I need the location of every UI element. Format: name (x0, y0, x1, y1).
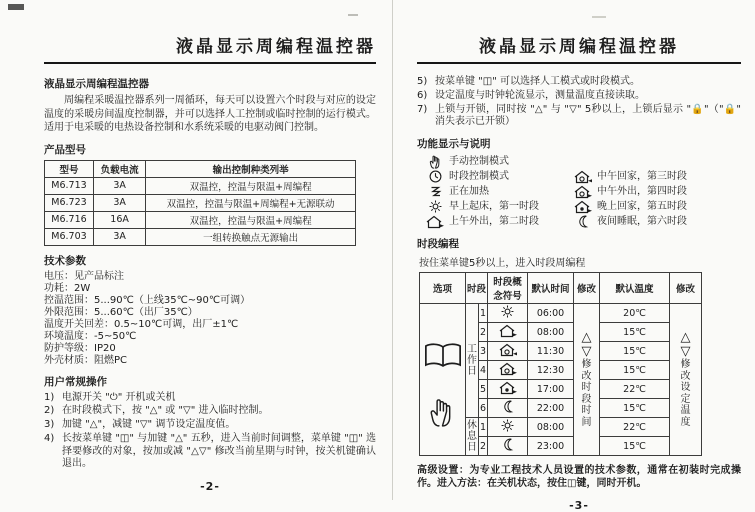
product-row (45, 228, 356, 245)
modify-label-char: 改 (581, 370, 592, 382)
day-group-char: 日 (467, 366, 477, 378)
modify-label-char: 修 (581, 359, 592, 371)
default-temp-cell: 22℃ (600, 380, 670, 399)
model-cell: M6.723 (45, 194, 94, 211)
legend-item (427, 199, 575, 214)
book-icon (421, 342, 464, 369)
operation-list (44, 392, 376, 472)
period-number-cell: 1 (479, 418, 488, 437)
moon-icon (503, 443, 513, 454)
prog-col-header: 选项 (420, 273, 466, 304)
product-col-header: 型号 (45, 160, 94, 177)
legend-item (575, 169, 741, 184)
product-row (45, 211, 356, 228)
programming-note: 按住菜单键5秒以上，进入时段周编程 (419, 258, 586, 270)
sun-icon (501, 310, 514, 321)
prog-col-header: 修改 (670, 273, 702, 304)
legend-text: 时段控制模式 (449, 171, 509, 183)
day-group-cell (466, 304, 479, 418)
day-group-char: 休 (467, 420, 477, 432)
legend-text: 上午外出，第二时段 (449, 216, 539, 228)
scan-speck (348, 14, 358, 16)
advanced-settings-note: 高级设置：为专业工程技术人员设置的技术参数，通常在初装时完成操作。进入方法：在关机状态，按住◫键，同时开机。 (417, 465, 741, 490)
period-symbol-cell (488, 361, 528, 380)
period-symbol-cell (488, 399, 528, 418)
legend-text: 夜间睡眠，第六时段 (597, 216, 687, 228)
spec-line: 温度开关回差：0.5~10℃可调，出厂±1℃ (44, 318, 239, 330)
operation-list-continued (417, 76, 741, 129)
numbered-item (44, 405, 376, 418)
numbered-item (44, 392, 376, 405)
period-number-cell: 5 (479, 380, 488, 399)
item-text: 上锁与开锁，同时按 "△" 与 "▽" 5秒以上，上锁后显示 "🔒"（"🔒" 消失表示已开锁） (435, 103, 741, 128)
output-type-cell: 一组转换触点无源输出 (146, 228, 356, 245)
moon-icon (575, 215, 591, 228)
prog-col-header: 默认温度 (600, 273, 670, 304)
period-number-cell: 1 (479, 304, 488, 323)
day-group-label (467, 344, 477, 377)
default-temp-cell: 15℃ (600, 361, 670, 380)
section-heading-operations: 用户常规操作 (44, 375, 107, 388)
spec-line: 防护等级：IP20 (44, 342, 116, 354)
hand-manual-icon (427, 154, 443, 169)
product-model-table (44, 160, 356, 246)
day-group-char: 息 (467, 431, 477, 443)
section-heading-models: 产品型号 (44, 143, 86, 156)
default-time-cell: 08:00 (528, 418, 574, 437)
spec-line: 电压：见产品标注 (44, 270, 124, 282)
program-row (420, 304, 702, 323)
day-group-label (467, 420, 477, 453)
sun-icon (501, 424, 514, 435)
modify-label-char: 时 (581, 405, 592, 417)
function-legend (417, 154, 741, 229)
legend-text: 中午回家，第三时段 (597, 171, 687, 183)
spec-line: 外限范围：5...60℃（出厂35℃） (44, 306, 198, 318)
modify-label-char: 修 (680, 359, 691, 371)
spec-line: 功耗：2W (44, 282, 91, 294)
legend-text: 早上起床，第一时段 (449, 201, 539, 213)
legend-text: 正在加热 (449, 186, 489, 198)
item-number: 2) (44, 405, 55, 417)
legend-item (427, 214, 575, 229)
item-number: 7) (417, 103, 428, 115)
house-out-icon (427, 215, 443, 229)
legend-item (575, 214, 741, 229)
house-evening-icon (575, 200, 591, 214)
scan-speck (592, 16, 606, 18)
period-symbol-cell (488, 437, 528, 456)
prog-col-header: 时段 (466, 273, 488, 304)
legend-item (427, 154, 575, 169)
default-time-cell: 12:30 (528, 361, 574, 380)
model-cell: M6.716 (45, 211, 94, 228)
period-symbol-cell (488, 323, 528, 342)
spec-line: 外壳材质：阻燃PC (44, 354, 128, 366)
default-temp-cell: 15℃ (600, 342, 670, 361)
output-type-cell: 双温控，控温与限温+周编程 (146, 177, 356, 194)
item-text: 按菜单键 "◫" 可以选择人工模式或时段模式。 (435, 76, 641, 87)
page-title: 液晶显示周编程温控器 (417, 32, 741, 64)
modify-label-char: 改 (680, 370, 691, 382)
house-noon-home-icon (498, 349, 518, 360)
default-temp-cell: 15℃ (600, 437, 670, 456)
current-cell: 16A (94, 211, 146, 228)
default-time-cell: 23:00 (528, 437, 574, 456)
hand-point-icon (421, 395, 464, 428)
legend-item (575, 199, 741, 214)
item-text: 长按菜单键 "◫" 与加键 "△" 五秒，进入当前时间调整，菜单键 "◫" 选择要修改的对象，按加或减 "△▽" 修改当前星期与时钟，按关机键确认退出。 (62, 432, 376, 470)
default-time-cell: 06:00 (528, 304, 574, 323)
house-noon-out-icon (575, 185, 591, 199)
item-number: 6) (417, 89, 428, 101)
house-noon-out-icon (498, 368, 518, 379)
section-heading-specs: 技术参数 (44, 254, 86, 267)
manual-page-3 (392, 0, 755, 512)
default-temp-cell: 15℃ (600, 399, 670, 418)
tech-spec-list (44, 271, 376, 367)
item-text: 设定温度与时钟轮流显示，测量温度直接读取。 (435, 89, 645, 101)
period-symbol-cell (488, 304, 528, 323)
prog-col-header: 默认时间 (528, 273, 574, 304)
house-evening-icon (498, 387, 518, 398)
model-cell: M6.713 (45, 177, 94, 194)
output-type-cell: 双温控，控温与限温+周编程 (146, 211, 356, 228)
item-number: 5) (417, 76, 428, 87)
item-text: 加键 "△"，减键 "▽" 调节设定温度值。 (62, 419, 236, 431)
spec-line: 控温范围：5...90℃（上线35℃~90℃可调） (44, 294, 251, 306)
product-col-header: 负载电流 (94, 160, 146, 177)
period-symbol-cell (488, 342, 528, 361)
triangle-down-icon: ▽ (581, 344, 592, 360)
programming-table-header-row (420, 273, 702, 304)
triangle-up-icon: △ (581, 330, 592, 346)
modify-label-char: 间 (581, 416, 592, 428)
intro-paragraph: 周编程采暖温控器系列一周循环，每天可以设置六个时段与对应的设定温度的采暖房间温度控制器，并可以选择人工控制或临时控制的运行模式。适用于电采暖的电热设备控制和水系统采暖的电驱动阀门控制。 (44, 95, 376, 133)
day-group-cell (466, 418, 479, 456)
period-number-cell: 2 (479, 437, 488, 456)
default-time-cell: 08:00 (528, 323, 574, 342)
product-col-header: 输出控制种类列举 (146, 160, 356, 177)
legend-item (575, 184, 741, 199)
day-group-char: 作 (467, 355, 477, 367)
page-number-2: -2- (200, 480, 220, 494)
prog-col-header: 修改 (574, 273, 600, 304)
period-number-cell: 3 (479, 342, 488, 361)
period-programming-table (419, 272, 702, 456)
section-heading-legend: 功能显示与说明 (417, 138, 491, 151)
default-temp-cell: 20℃ (600, 304, 670, 323)
numbered-item (44, 433, 376, 471)
default-time-cell: 22:00 (528, 399, 574, 418)
legend-text: 晚上回家，第五时段 (597, 201, 687, 213)
item-number: 4) (44, 432, 55, 444)
legend-right-column (575, 154, 741, 229)
section-heading-overview: 液晶显示周编程温控器 (44, 78, 149, 90)
period-number-cell: 4 (479, 361, 488, 380)
legend-text: 手动控制模式 (449, 156, 509, 168)
numbered-item (417, 104, 741, 130)
current-cell: 3A (94, 194, 146, 211)
clock-icon (427, 170, 443, 183)
period-number-cell: 2 (479, 323, 488, 342)
legend-left-column (417, 154, 575, 229)
default-temp-cell: 15℃ (600, 323, 670, 342)
day-group-char: 工 (467, 344, 477, 356)
product-row (45, 177, 356, 194)
output-type-cell: 双温控，控温与限温+周编程+无源联动 (146, 194, 356, 211)
scan-artifact (8, 4, 24, 10)
flame-icon (427, 186, 443, 197)
default-time-cell: 11:30 (528, 342, 574, 361)
modify-label-char: 温 (680, 405, 691, 417)
legend-item (427, 184, 575, 199)
current-cell: 3A (94, 228, 146, 245)
item-number: 3) (44, 419, 55, 431)
modify-label-char: 设 (680, 382, 691, 394)
day-group-char: 日 (467, 442, 477, 454)
option-cell (420, 304, 466, 456)
sun-icon (427, 200, 443, 213)
modify-label-char: 度 (680, 416, 691, 428)
moon-icon (503, 405, 513, 416)
numbered-item (417, 90, 741, 103)
page-number-3: -3- (569, 499, 589, 512)
legend-item (427, 169, 575, 184)
numbered-item (417, 76, 741, 89)
legend-text: 中午外出，第四时段 (597, 186, 687, 198)
item-text: 在时段模式下，按 "△" 或 "▽" 进入临时控制。 (62, 405, 269, 417)
period-symbol-cell (488, 380, 528, 399)
modify-label-char: 定 (680, 393, 691, 405)
modify-label-char: 段 (581, 393, 592, 405)
item-text: 电源开关 "⏻" 开机或关机 (62, 391, 176, 403)
house-out-icon (498, 330, 518, 341)
spec-line: 环境温度：-5~50℃ (44, 330, 137, 342)
period-number-cell: 6 (479, 399, 488, 418)
section-heading-programming: 时段编程 (417, 238, 459, 251)
house-noon-home-icon (575, 170, 591, 184)
page-title: 液晶显示周编程温控器 (44, 32, 376, 64)
modify-label-char: 时 (581, 382, 592, 394)
product-table-header-row (45, 160, 356, 177)
prog-col-header: 时段概念符号 (488, 273, 528, 304)
item-number: 1) (44, 391, 55, 403)
current-cell: 3A (94, 177, 146, 194)
default-time-cell: 17:00 (528, 380, 574, 399)
modify-temp-cell (670, 304, 702, 456)
product-row (45, 194, 356, 211)
default-temp-cell: 22℃ (600, 418, 670, 437)
period-symbol-cell (488, 418, 528, 437)
model-cell: M6.703 (45, 228, 94, 245)
numbered-item (44, 419, 376, 432)
modify-time-cell (574, 304, 600, 456)
triangle-down-icon: ▽ (680, 344, 691, 360)
triangle-up-icon: △ (680, 330, 691, 346)
